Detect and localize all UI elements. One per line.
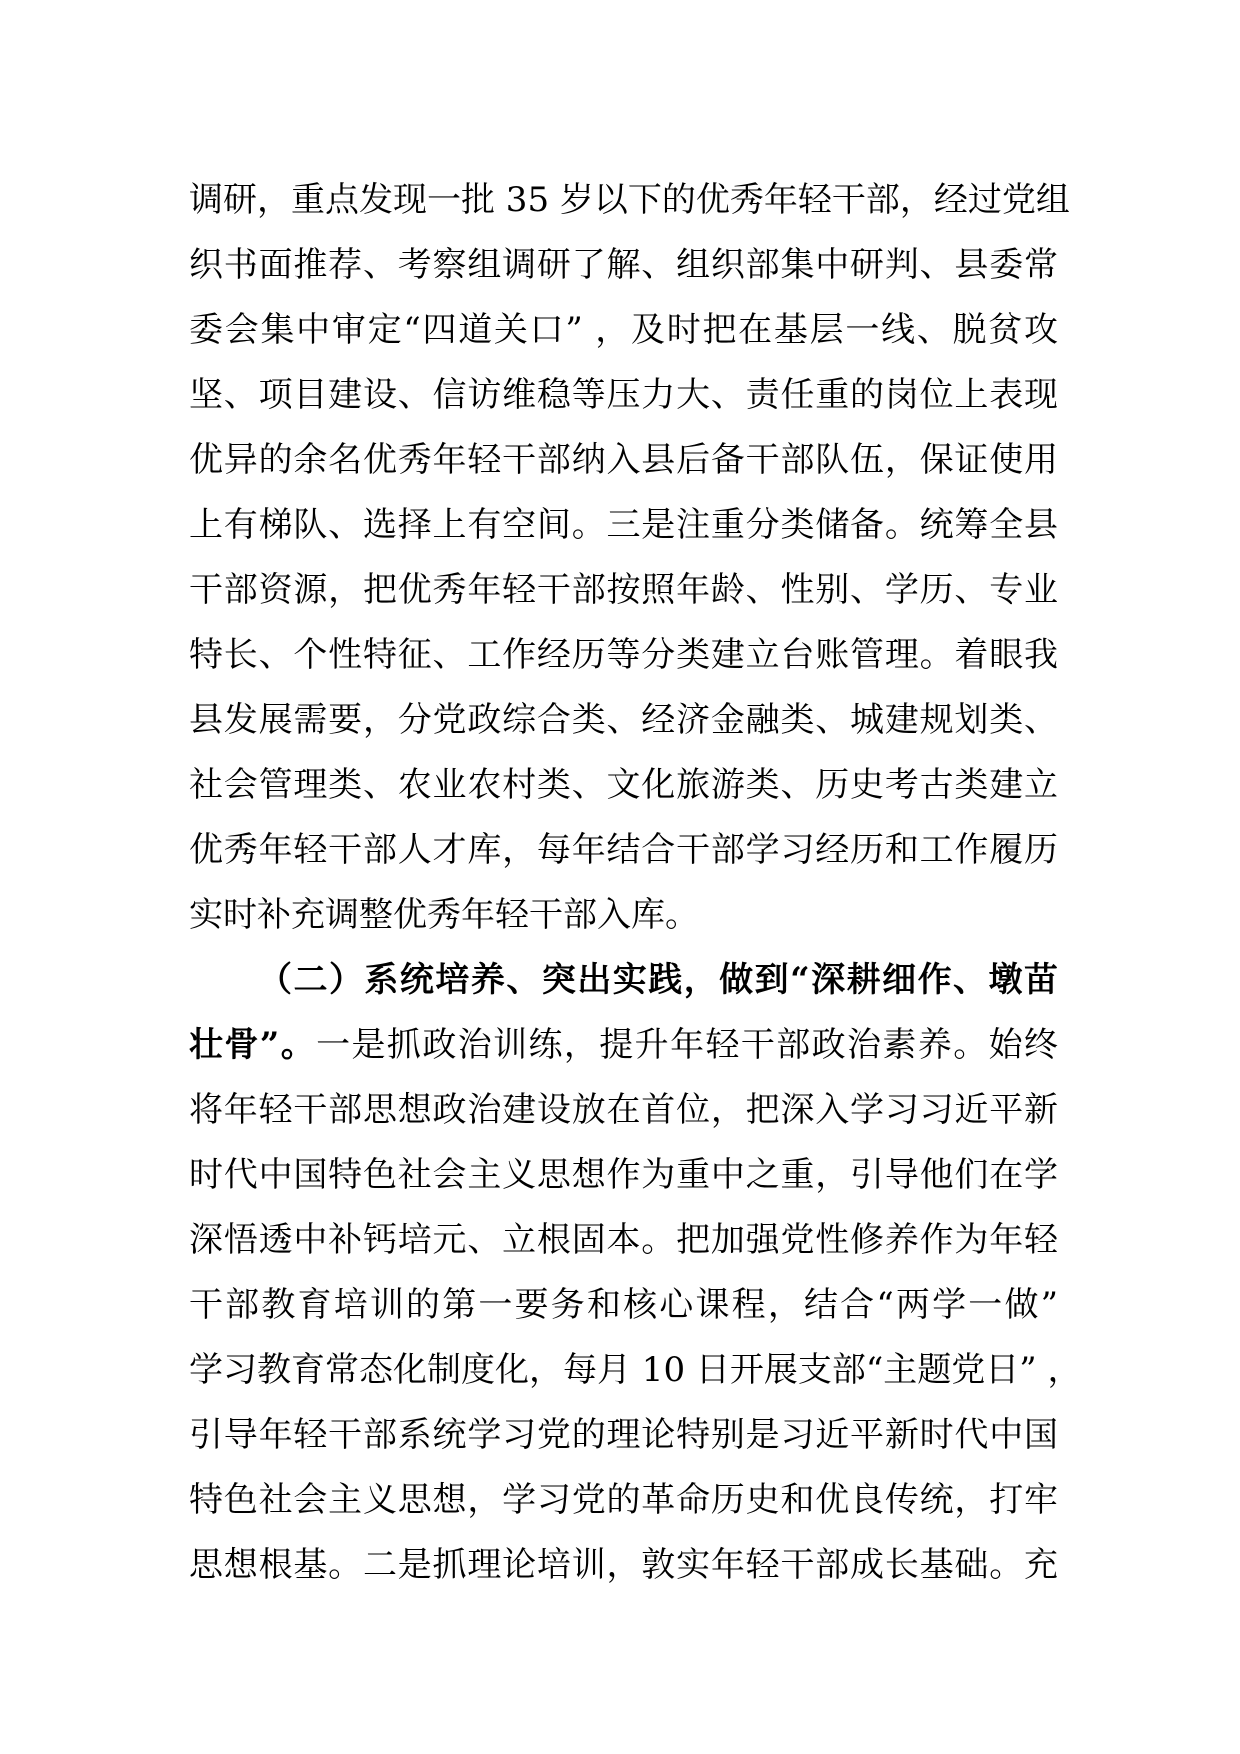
text-line: 干部资源，把优秀年轻干部按照年龄、性别、学历、专业: [189, 570, 1058, 610]
text-line: 将年轻干部思想政治建设放在首位，把深入学习习近平新: [189, 1090, 1058, 1130]
paragraph-1: [189, 168, 1070, 948]
text-line: 委会集中审定“四道关口” ，及时把在基层一线、脱贫攻: [189, 310, 1058, 350]
section-heading: （二）系统培养、突出实践，做到“深耕细作、墩苗: [258, 960, 1058, 1000]
text-line: 实时补充调整优秀年轻干部入库。: [189, 895, 699, 935]
text-line: 县发展需要，分党政综合类、经济金融类、城建规划类、: [189, 700, 1058, 740]
text-line: 特长、个性特征、工作经历等分类建立台账管理。着眼我: [189, 635, 1058, 675]
text-line: 优秀年轻干部人才库，每年结合干部学习经历和工作履历: [189, 830, 1058, 870]
text-line: 思想根基。二是抓理论培训，敦实年轻干部成长基础。充: [189, 1545, 1058, 1585]
text-line: 上有梯队、选择上有空间。三是注重分类储备。统筹全县: [189, 505, 1058, 545]
text-line: 学习教育常态化制度化，每月 10 日开展支部“主题党日” ，: [189, 1350, 1082, 1390]
text-line: [189, 1013, 1058, 1078]
text-line: 时代中国特色社会主义思想作为重中之重，引导他们在学: [189, 1155, 1058, 1195]
text-line: 坚、项目建设、信访维稳等压力大、责任重的岗位上表现: [189, 375, 1058, 415]
text-line: 社会管理类、农业农村类、文化旅游类、历史考古类建立: [189, 765, 1058, 805]
text-line: 调研，重点发现一批 35 岁以下的优秀年轻干部，经过党组: [189, 180, 1070, 220]
section-heading-end: 壮骨”。: [189, 1025, 317, 1065]
text-line: 深悟透中补钙培元、立根固本。把加强党性修养作为年轻: [189, 1220, 1058, 1260]
text-line: 织书面推荐、考察组调研了解、组织部集中研判、县委常: [189, 245, 1058, 285]
text-line-rest: 一是抓政治训练，提升年轻干部政治素养。始终: [316, 1025, 1059, 1065]
text-line: 特色社会主义思想，学习党的革命历史和优良传统，打牢: [189, 1480, 1058, 1520]
paragraph-2: [189, 948, 1082, 1598]
body-text: [189, 168, 1082, 1598]
text-line: 引导年轻干部系统学习党的理论特别是习近平新时代中国: [189, 1415, 1058, 1455]
text-line: 优异的余名优秀年轻干部纳入县后备干部队伍，保证使用: [189, 440, 1058, 480]
text-line: 干部教育培训的第一要务和核心课程，结合“两学一做”: [189, 1285, 1058, 1325]
